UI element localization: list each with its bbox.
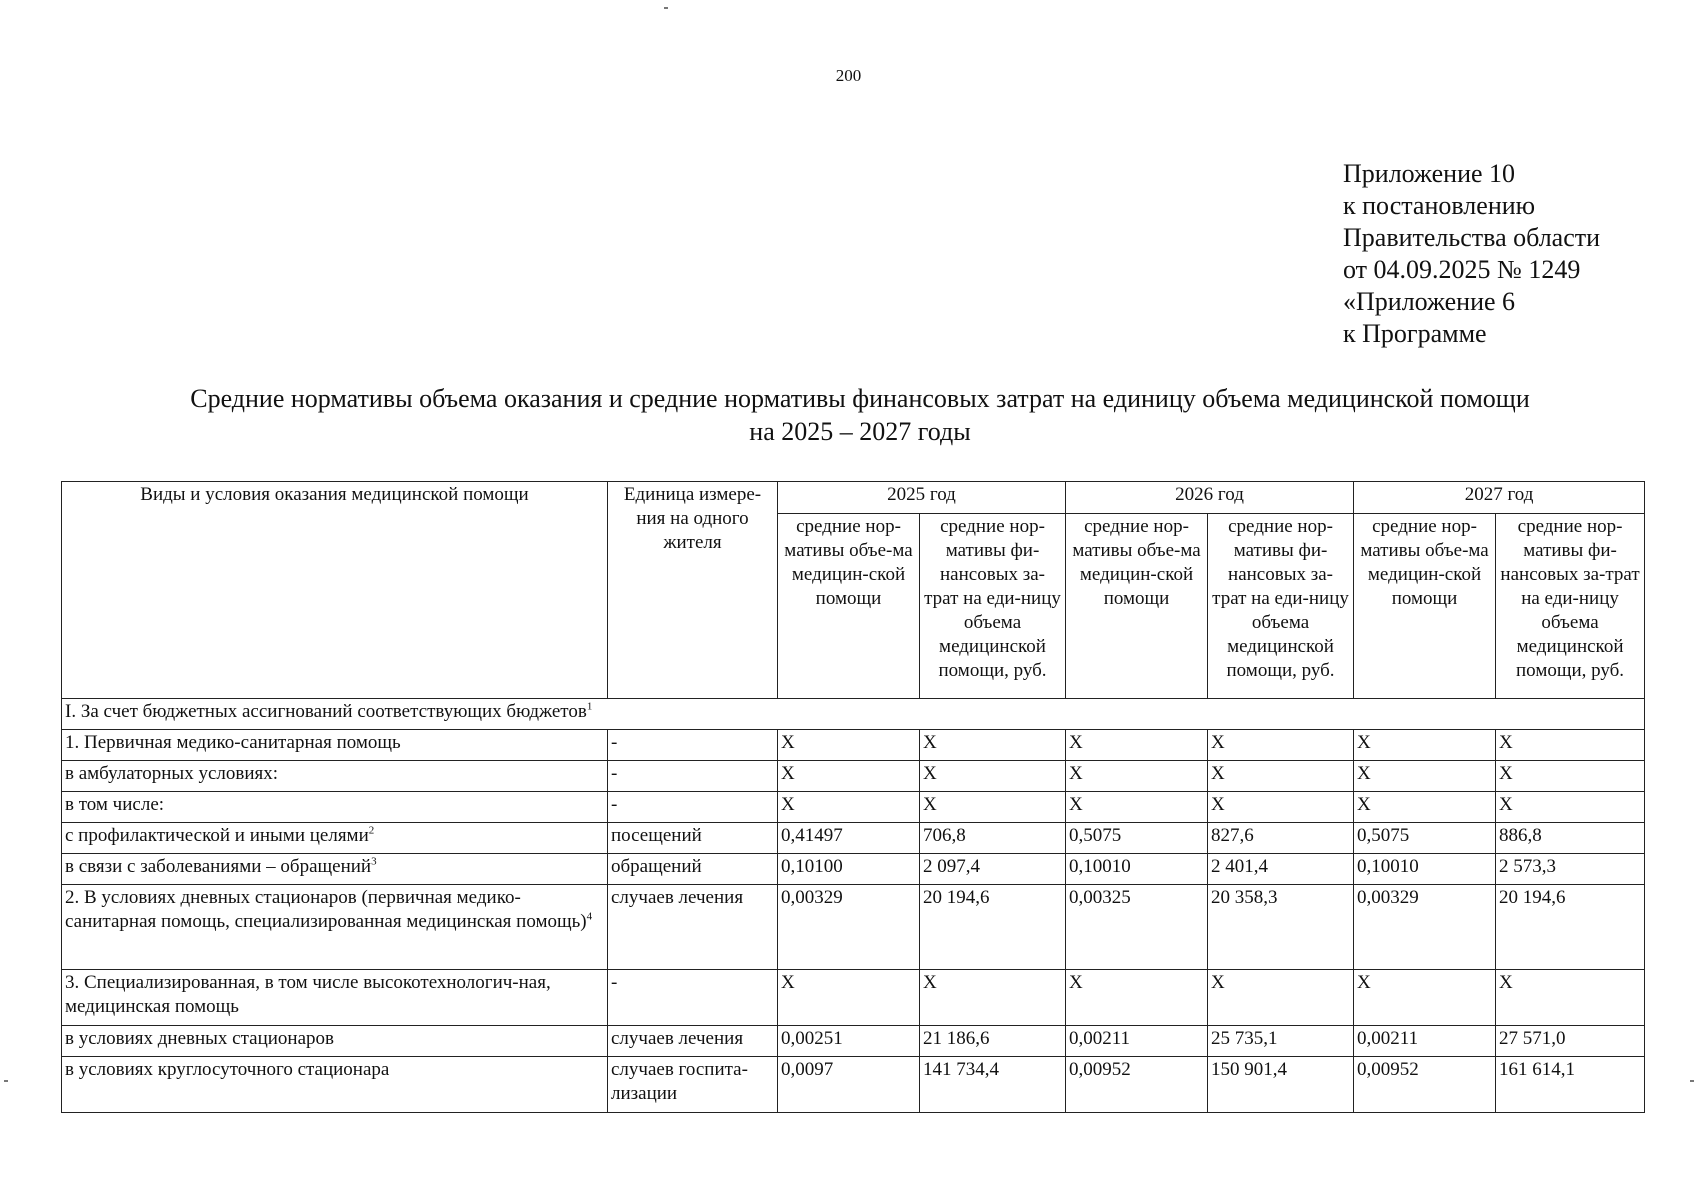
unit-cell: случаев госпита-лизации [608,1057,778,1113]
unit-cell: - [608,792,778,823]
table-row [62,761,1645,792]
cost-2026-cell: 150 901,4 [1208,1057,1354,1113]
cost-2027-cell: 27 571,0 [1496,1026,1645,1057]
volume-2026-cell: 0,10010 [1066,854,1208,885]
row-name-cell [62,823,608,854]
row-name: в амбулаторных условиях: [65,763,279,784]
header-cost-norm-2027: средние нор-мативы фи-нансовых за-трат на еди-ницу объема медицинской помощи, руб. [1496,514,1645,699]
volume-2026-cell: Х [1066,970,1208,1026]
row-name-cell [62,761,608,792]
appendix-line: к постановлению [1343,191,1536,220]
volume-2027-cell: 0,00211 [1354,1026,1496,1057]
scan-speck [4,1080,8,1082]
volume-2026-cell: 0,00211 [1066,1026,1208,1057]
cost-2026-cell: Х [1208,761,1354,792]
table-row [62,823,1645,854]
header-cost-norm-2025: средние нор-мативы фи-нансовых за-трат на еди-ницу объема медицинской помощи, руб. [920,514,1066,699]
unit-cell: случаев лечения [608,885,778,970]
cost-2026-cell: 20 358,3 [1208,885,1354,970]
row-name-cell [62,792,608,823]
scan-speck [1690,1080,1694,1082]
cost-2025-cell: 21 186,6 [920,1026,1066,1057]
norms-table-body [62,730,1645,1113]
volume-2027-cell: 0,00329 [1354,885,1496,970]
cost-2026-cell: 2 401,4 [1208,854,1354,885]
cost-2025-cell: Х [920,970,1066,1026]
volume-2025-cell: Х [778,792,920,823]
volume-2025-cell: 0,10100 [778,854,920,885]
row-name-cell [62,730,608,761]
table-row [62,854,1645,885]
cost-2026-cell: Х [1208,792,1354,823]
row-name-cell [62,885,608,970]
volume-2026-cell: 0,00952 [1066,1057,1208,1113]
cost-2027-cell: Х [1496,730,1645,761]
table-row [62,885,1645,970]
row-name: 2. В условиях дневных стационаров (первичная медико-санитарная помощь, специализированная медицинская помощь) [65,887,587,932]
volume-2026-cell: 0,5075 [1066,823,1208,854]
table-row [62,970,1645,1026]
unit-cell: - [608,730,778,761]
volume-2025-cell: Х [778,970,920,1026]
document-title-line-2: на 2025 – 2027 годы [749,417,971,446]
cost-2026-cell: 827,6 [1208,823,1354,854]
volume-2026-cell: 0,00325 [1066,885,1208,970]
table-row [62,792,1645,823]
volume-2026-cell: Х [1066,761,1208,792]
unit-cell: - [608,761,778,792]
table-row [62,1057,1645,1113]
header-volume-norm-2027: средние нор-мативы объе-ма медицин-ской помощи [1354,514,1496,699]
row-footnote-mark: 4 [586,910,593,923]
header-year-2027: 2027 год [1354,482,1645,514]
row-name-cell [62,970,608,1026]
appendix-line: Правительства области [1343,223,1601,252]
volume-2026-cell: Х [1066,730,1208,761]
appendix-line: к Программе [1343,319,1487,348]
row-name: в том числе: [65,794,165,815]
volume-2025-cell: 0,0097 [778,1057,920,1113]
norms-table [61,481,1645,1113]
cost-2027-cell: 161 614,1 [1496,1057,1645,1113]
volume-2027-cell: 0,10010 [1354,854,1496,885]
unit-cell: - [608,970,778,1026]
cost-2025-cell: 20 194,6 [920,885,1066,970]
appendix-line: Приложение 10 [1343,159,1516,188]
unit-cell: случаев лечения [608,1026,778,1057]
cost-2025-cell: 2 097,4 [920,854,1066,885]
volume-2026-cell: Х [1066,792,1208,823]
volume-2027-cell: 0,00952 [1354,1057,1496,1113]
volume-2025-cell: Х [778,761,920,792]
section-heading-text: I. За счет бюджетных ассигнований соответствующих бюджетов [65,701,587,722]
document-title [60,382,1660,448]
volume-2027-cell: Х [1354,970,1496,1026]
cost-2025-cell: Х [920,730,1066,761]
cost-2026-cell: Х [1208,970,1354,1026]
appendix-reference-block [1343,158,1600,350]
row-name-cell [62,1026,608,1057]
section-heading-row [62,699,1645,730]
cost-2027-cell: Х [1496,761,1645,792]
row-name: 1. Первичная медико-санитарная помощь [65,732,401,753]
volume-2027-cell: Х [1354,761,1496,792]
row-name-cell [62,1057,608,1113]
volume-2025-cell: 0,41497 [778,823,920,854]
page-number: 200 [835,66,862,85]
table-row [62,1026,1645,1057]
row-footnote-mark: 2 [368,824,375,837]
row-name-cell [62,854,608,885]
row-name: в условиях круглосуточного стационара [65,1059,390,1080]
cost-2027-cell: 2 573,3 [1496,854,1645,885]
cost-2025-cell: 706,8 [920,823,1066,854]
volume-2025-cell: Х [778,730,920,761]
header-unit: Единица измере-ния на одного жителя [608,482,778,699]
row-name: в условиях дневных стационаров [65,1028,334,1049]
cost-2027-cell: 886,8 [1496,823,1645,854]
cost-2027-cell: 20 194,6 [1496,885,1645,970]
header-kind: Виды и условия оказания медицинской помощи [62,482,608,699]
volume-2027-cell: 0,5075 [1354,823,1496,854]
cost-2025-cell: 141 734,4 [920,1057,1066,1113]
section-footnote-mark: 1 [586,700,593,713]
header-cost-norm-2026: средние нор-мативы фи-нансовых за-трат на еди-ницу объема медицинской помощи, руб. [1208,514,1354,699]
header-year-2026: 2026 год [1066,482,1354,514]
appendix-line: от 04.09.2025 № 1249 [1343,255,1581,284]
volume-2027-cell: Х [1354,792,1496,823]
cost-2025-cell: Х [920,792,1066,823]
volume-2027-cell: Х [1354,730,1496,761]
row-name: в связи с заболеваниями – обращений [65,856,372,877]
cost-2027-cell: Х [1496,792,1645,823]
cost-2025-cell: Х [920,761,1066,792]
row-name: 3. Специализированная, в том числе высокотехнологич-ная, медицинская помощь [65,972,551,1017]
table-row [62,730,1645,761]
cost-2026-cell: 25 735,1 [1208,1026,1354,1057]
document-title-line-1: Средние нормативы объема оказания и средние нормативы финансовых затрат на единицу объема медицинской помощи [190,384,1530,413]
volume-2025-cell: 0,00251 [778,1026,920,1057]
header-volume-norm-2026: средние нор-мативы объе-ма медицин-ской помощи [1066,514,1208,699]
cost-2027-cell: Х [1496,970,1645,1026]
cost-2026-cell: Х [1208,730,1354,761]
row-name: с профилактической и иными целями [65,825,369,846]
header-volume-norm-2025: средние нор-мативы объе-ма медицин-ской помощи [778,514,920,699]
row-footnote-mark: 3 [371,855,377,868]
volume-2025-cell: 0,00329 [778,885,920,970]
scan-speck [664,7,668,9]
appendix-line: «Приложение 6 [1343,287,1516,316]
unit-cell: посещений [608,823,778,854]
unit-cell: обращений [608,854,778,885]
header-year-2025: 2025 год [778,482,1066,514]
